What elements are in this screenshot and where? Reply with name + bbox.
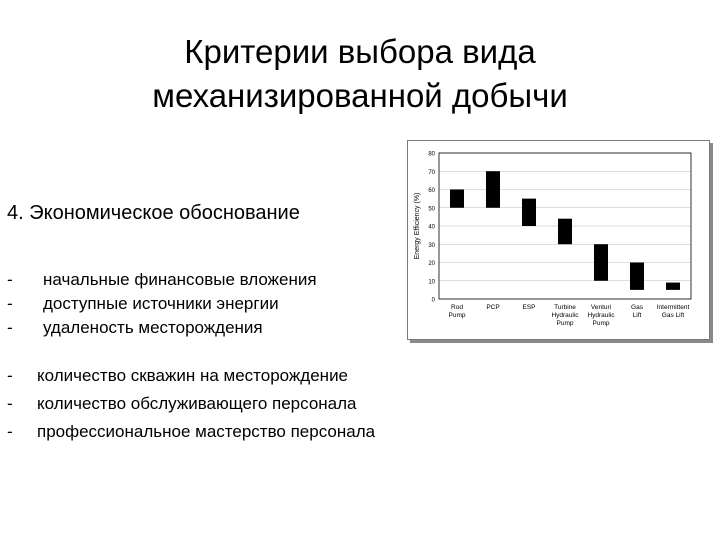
- x-category-label-line: Turbine: [554, 304, 576, 311]
- y-tick-label: 60: [428, 188, 435, 194]
- bullet-text: профессиональное мастерство персонала: [37, 422, 376, 441]
- bullet-item: [7, 316, 317, 340]
- bullet-text: начальные финансовые вложения: [43, 270, 317, 289]
- section-heading: 4. Экономическое обоснование: [7, 202, 300, 224]
- range-bar: [486, 171, 500, 208]
- slide-title-line-2: механизированной добычи: [152, 77, 568, 114]
- x-category-label: [522, 304, 535, 311]
- efficiency-chart-frame: [407, 140, 710, 340]
- x-category-label-line: Venturi: [590, 304, 612, 311]
- bullet-marker: -: [7, 270, 13, 289]
- slide-title: [0, 30, 720, 118]
- y-tick-label: 30: [428, 242, 435, 249]
- x-category-label-line: Hydraulic: [587, 312, 615, 319]
- x-category-label: [631, 304, 644, 319]
- x-category-label-line: Lift: [632, 312, 642, 319]
- range-bar: [450, 190, 464, 208]
- bullet-marker: -: [7, 294, 13, 313]
- x-category-label: [551, 304, 579, 327]
- x-category-label-line: Intermittent: [656, 304, 690, 311]
- x-category-label: [657, 304, 690, 319]
- x-category-label-line: Pump: [448, 312, 466, 319]
- bullet-text: доступные источники энергии: [43, 294, 279, 313]
- y-tick-label: 40: [428, 224, 435, 231]
- bullet-list-primary: [7, 268, 317, 340]
- bullet-item: [7, 268, 317, 292]
- range-bar: [522, 199, 536, 226]
- bullet-item: [7, 418, 375, 446]
- bullet-item: [7, 362, 375, 390]
- bullet-item: [7, 292, 317, 316]
- range-bar: [558, 219, 572, 245]
- x-category-label-line: Gas: [631, 304, 643, 311]
- y-axis-label: Energy Efficiency (%): [414, 192, 421, 260]
- bullet-marker: -: [7, 422, 13, 441]
- x-category-label: [449, 304, 466, 319]
- x-category-label-line: Hydraulic: [551, 312, 579, 319]
- x-category-label-line: Gas Lift: [661, 312, 685, 319]
- x-category-label-line: Pump: [556, 320, 574, 327]
- slide-title-line-1: Критерии выбора вида: [184, 33, 536, 70]
- bullet-text: удаленость месторождения: [43, 318, 263, 337]
- x-category-label: [486, 304, 499, 311]
- y-tick-label: 10: [428, 279, 435, 286]
- y-tick-label: 80: [428, 151, 435, 158]
- x-category-label: [587, 304, 615, 327]
- x-category-label-line: ESP: [522, 304, 536, 311]
- bullet-text: количество обслуживающего персонала: [37, 394, 357, 413]
- energy-efficiency-chart: [408, 141, 709, 339]
- y-tick-label: 0: [431, 297, 435, 304]
- y-tick-label: 20: [428, 261, 435, 267]
- bullet-marker: -: [7, 394, 13, 413]
- bullet-item: [7, 390, 375, 418]
- y-tick-label: 70: [428, 169, 435, 176]
- range-bar: [630, 263, 644, 290]
- x-category-label-line: PCP: [486, 304, 500, 311]
- range-bar: [594, 244, 608, 281]
- x-category-label-line: Rod: [451, 304, 463, 311]
- x-category-label-line: Pump: [592, 320, 610, 327]
- bullet-marker: -: [7, 318, 13, 337]
- range-bar: [666, 283, 680, 290]
- y-tick-label: 50: [428, 206, 435, 213]
- bullet-marker: -: [7, 366, 13, 385]
- bullet-list-secondary: [7, 362, 375, 446]
- bullet-text: количество скважин на месторождение: [37, 366, 349, 385]
